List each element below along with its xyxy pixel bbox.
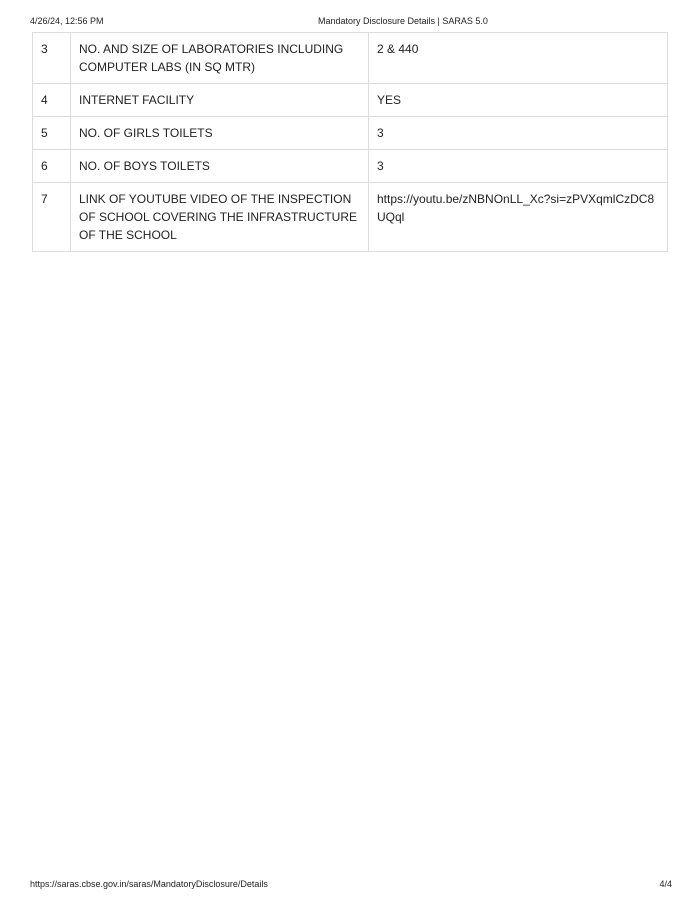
table-row [33, 117, 668, 150]
row-number: 3 [33, 33, 71, 84]
page-url: https://saras.cbse.gov.in/saras/MandatoryDisclosure/Details [30, 879, 268, 889]
disclosure-table [32, 32, 668, 252]
row-number: 5 [33, 117, 71, 150]
youtube-link[interactable]: https://youtu.be/zNBNOnLL_Xc?si=zPVXqmlCzDC8UQql [369, 183, 668, 252]
row-number: 6 [33, 150, 71, 183]
table-row [33, 150, 668, 183]
row-value: 2 & 440 [369, 33, 668, 84]
row-parameter: LINK OF YOUTUBE VIDEO OF THE INSPECTION OF SCHOOL COVERING THE INFRASTRUCTURE OF THE SCHOOL [71, 183, 369, 252]
page-number: 4/4 [659, 879, 672, 889]
row-number: 4 [33, 84, 71, 117]
row-parameter: INTERNET FACILITY [71, 84, 369, 117]
table-row [33, 84, 668, 117]
page-title: Mandatory Disclosure Details | SARAS 5.0 [318, 16, 488, 26]
row-parameter: NO. OF GIRLS TOILETS [71, 117, 369, 150]
table-row [33, 183, 668, 252]
row-value: 3 [369, 150, 668, 183]
row-parameter: NO. AND SIZE OF LABORATORIES INCLUDING COMPUTER LABS (IN SQ MTR) [71, 33, 369, 84]
row-value: YES [369, 84, 668, 117]
row-value: 3 [369, 117, 668, 150]
row-number: 7 [33, 183, 71, 252]
row-parameter: NO. OF BOYS TOILETS [71, 150, 369, 183]
print-datetime: 4/26/24, 12:56 PM [30, 16, 104, 26]
table-row [33, 33, 668, 84]
